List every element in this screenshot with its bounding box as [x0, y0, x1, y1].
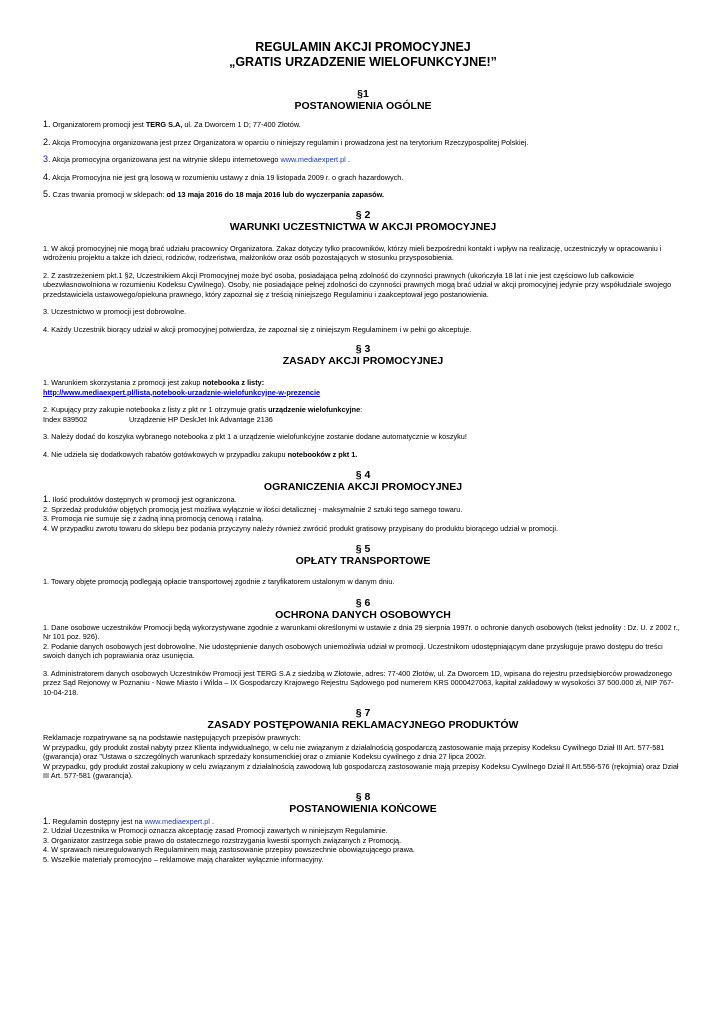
s1-item2-number: 2.: [43, 136, 51, 147]
section8-title: POSTANOWIENIA KOŃCOWE: [289, 802, 437, 815]
s8-item1-number: 1.: [43, 815, 51, 826]
s1-item2-text: Akcja Promocyjna organizowana jest przez Organizatora w oparciu o niniejszy regulamin i prowadzona jest na terytorium Rzeczypospolitej Polskiej.: [50, 137, 529, 147]
s6-para3: 3. Administratorem danych osobowych Uczestników Promocji jest TERG S.A z siedzibą w Złotowie, adres: 77-400 Złotów, ul. Za Dworcem 1D, wpisana do rejestru przedsiębiorców prowadzonego przez Sąd Rejonowy w Poznaniu - Nowe Miasto i Wilda – IX Gospodarczy Krajowego Rejestru Sądowego pod numerem KRS 0000427063, kapitał zakładowy w wysokości 37 500.000 zł, NIP 767-10-04-218.: [43, 668, 674, 697]
s7-line3: W przypadku, gdy produkt został zakupiony w celu związanym z działalnością zawodową lub gospodarczą zastosowanie mają przepisy Kodeksu Cywilnego Dział II Art.556-576 (rękojmia) oraz Dział III Art. 577-581 (gwarancja).: [43, 761, 679, 780]
s1-item3-end: .: [345, 155, 350, 164]
s3-para4-text: 4. Nie udziela się dodatkowych rabatów gotówkowych w przypadku zakupu: [43, 449, 288, 459]
s1-item1-address: ul. Za Dworcem 1 D; 77-400 Złotów.: [182, 120, 301, 129]
section3-title: ZASADY AKCJI PROMOCYJNEJ: [282, 355, 444, 367]
s4-item2: 2. Sprzedaż produktów objętych promocją jest możliwa wyłącznie w ilości detalicznej - maksymalnie 2 sztuki tego samego towaru.: [43, 504, 463, 514]
s1-item4-number: 4.: [43, 171, 51, 182]
section2-title: WARUNKI UCZESTNICTWA W AKCJI PROMOCYJNEJ: [229, 220, 497, 233]
s3-para1-bold: notebooka z listy:: [202, 378, 265, 387]
s2-para1: 1. W akcji promocyjnej nie mogą brać udziału pracownicy Organizatora. Zakaz dotyczy tylko pracowników, którzy mieli bezpośredni kontakt i wpływ na realizację, uczestniczyły w opracowaniu i wdrożeniu projektu a także ich dzieci, rodziców, rodzeństwa, małżonków oraz osób pozostających w stosunku przysposobienia.: [43, 243, 662, 262]
section7-title: ZASADY POSTĘPOWANIA REKLAMACYJNEGO PRODUKTÓW: [207, 719, 519, 731]
s3-para4-bold: notebooków z pkt 1.: [287, 449, 358, 459]
s1-item3-text: Akcja promocyjna organizowana jest na witrynie sklepu internetowego: [50, 155, 281, 164]
section6-number: § 6: [355, 596, 371, 609]
section1-number: §1: [357, 88, 369, 100]
s8-item1: [43, 817, 683, 827]
s8-item2: 2. Udział Uczestnika w Promocji oznacza akceptację zasad Promocji zawartych w niniejszym Regulaminie.: [43, 826, 388, 835]
s3-para1-text: 1. Warunkiem skorzystania z promocji jest zakup: [43, 378, 203, 387]
s3-product-line: [43, 415, 683, 425]
s5-para1: 1. Towary objęte promocją podlegają opłacie transportowej zgodnie z taryfikatorem ustalonym w danym dniu.: [43, 577, 395, 586]
s6-para2: 2. Podanie danych osobowych jest dobrowolne. Nie udostępnienie danych osobowych uniemożliwia udział w promocji. Uczestnikom udostępniającym dane przysługuje prawo dostępu do treści swoich danych ich poprawiania oraz usunięcia.: [43, 641, 663, 660]
section2-number: § 2: [355, 208, 371, 221]
s4-item4: 4. W przypadku zwrotu towaru do sklepu bez podania przyczyny należy również zwrócić produkt gratisowy przypisany do produktu biorącego udział w promocji.: [43, 523, 559, 533]
s8-item1-end: .: [209, 816, 214, 826]
s1-item2: [43, 138, 683, 148]
s3-para1: [43, 378, 683, 388]
s4-item1: [43, 495, 683, 505]
s7-line1: Reklamacje rozpatrywane są na podstawie następujących przepisów prawnych:: [43, 733, 301, 742]
s1-item1-number: 1.: [43, 119, 51, 129]
s1-item1: [43, 120, 683, 130]
document-title-line1: REGULAMIN AKCJI PROMOCYJNEJ: [255, 40, 471, 54]
s3-para1-link-line: [43, 388, 683, 398]
section8-number: § 8: [355, 790, 371, 803]
s3-para3: 3. Należy dodać do koszyka wybranego notebooka z pkt 1 a urządzenie wielofunkcyjne zostanie dodane automatycznie w koszyku!: [43, 432, 467, 441]
s6-para1: 1. Dane osobowe uczestników Promocji będą wykorzystywane zgodnie z warunkami określonymi w ustawie z dnia 29 sierpnia 1997r. o ochronie danych osobowych (tekst jednolity : Dz. U. z 2002 r., Nr 101 poz. 926).: [43, 622, 680, 641]
s4-item1-number: 1.: [43, 494, 51, 504]
s4-item1-text: Ilość produktów dostępnych w promocji jest ograniczona.: [50, 495, 237, 504]
s3-para2: [43, 405, 683, 415]
s1-item3-number: 3.: [43, 154, 51, 164]
s1-item1-company: TERG S.A,: [145, 120, 183, 129]
s1-item3: [43, 155, 683, 165]
s1-item5-text: Czas trwania promocji w sklepach:: [50, 190, 167, 199]
section1-title: POSTANOWIENIA OGÓLNE: [294, 100, 432, 112]
s1-item5-dates: od 13 maja 2016 do 18 maja 2016 lub do wyczerpania zapasów.: [166, 190, 385, 199]
s8-item4: 4. W sprawach nieuregulowanych Regulaminem mają zastosowanie przepisy powszechnie obowiązującego prawa.: [43, 845, 415, 854]
s1-item3-link[interactable]: www.mediaexpert.pl: [280, 155, 346, 164]
s1-item4-text: Akcja Promocyjna nie jest grą losową w rozumieniu ustawy z dnia 19 listopada 2009 r. o grach hazardowych.: [50, 172, 404, 182]
section4-title: OGRANICZENIA AKCJI PROMOCYJNEJ: [263, 481, 463, 493]
s7-line2: W przypadku, gdy produkt został nabyty przez Klienta indywidualnego, w celu nie związanym z działalnością gospodarczą zastosowanie mają przepisy Kodeksu Cywilnego Dział III Art. 577-581 (gwarancja) oraz "Ustawa o szczególnych warunkach sprzedaży konsumenckiej oraz o zmianie Kodeksu cywilnego z dnia 27 lipca 2002r.: [43, 742, 665, 761]
s3-para2-colon: :: [360, 405, 363, 414]
s8-item1-link[interactable]: www.mediaexpert.pl: [144, 816, 210, 826]
s1-item4: [43, 173, 683, 183]
s1-item5-number: 5.: [43, 189, 51, 199]
section7-number: § 7: [355, 707, 371, 719]
s1-item1-text: Organizatorem promocji jest: [50, 120, 146, 129]
section3-number: § 3: [355, 343, 371, 355]
s1-item5: [43, 190, 683, 200]
s3-para2-bold: urządzenie wielofunkcyjne: [268, 405, 361, 414]
section5-number: § 5: [355, 543, 371, 555]
s3-para4: [43, 450, 683, 460]
product-index: Index 839502: [43, 414, 88, 424]
s2-para4: 4. Każdy Uczestnik biorący udział w akcji promocyjnej potwierdza, że zapoznał się z niniejszym Regulaminem i w pełni go akceptuje.: [43, 324, 472, 334]
s8-item3: 3. Organizator zastrzega sobie prawo do ostatecznego rozstrzygania kwestii spornych związanych z Promocją.: [43, 835, 402, 845]
section6-title: OCHRONA DANYCH OSOBOWYCH: [275, 608, 451, 621]
s8-item1-text: Regulamin dostępny jest na: [50, 816, 145, 826]
s2-para3: 3. Uczestnictwo w promocji jest dobrowolne.: [43, 307, 187, 316]
notebook-list-link[interactable]: http://www.mediaexpert.pl/lista,notebook-urzadznie-wielofunkcyjne-w-prezencie: [43, 387, 321, 397]
section4-number: § 4: [355, 469, 371, 481]
s3-para2-text: 2. Kupujący przy zakupie notebooka z listy z pkt nr 1 otrzymuje gratis: [43, 405, 269, 414]
s4-item3: 3. Promocja nie sumuje się z żadną inną promocją cenową i ratalną.: [43, 514, 264, 523]
product-device: Urządzenie HP DeskJet Ink Advantage 2136: [129, 414, 273, 424]
s2-para2: 2. Z zastrzeżeniem pkt.1 §2, Uczestnikiem Akcji Promocyjnej może być osoba, posiadająca pełną zdolność do czynności prawnych (ukończyła 18 lat i nie jest częściowo lub całkowicie ubezwłasnowolniona w rozumieniu Kodeksu Cywilnego). Osoby, nie posiadające pełnej zdolności do czynności prawnych mogą brać udział w akcji promocyjnej jedynie przy współudziale swojego przedstawiciela ustawowego/opiekuna prawnego, który zapoznał się z treścią niniejszego Regulaminu i zaakceptował jego postanowienia.: [43, 270, 672, 299]
s8-item5: 5. Wszelkie materiały promocyjno – reklamowe mają charakter wyłącznie informacyjny.: [43, 854, 324, 864]
section5-title: OPŁATY TRANSPORTOWE: [295, 555, 431, 567]
document-title-line2: „GRATIS URZADZENIE WIELOFUNKCYJNE!”: [229, 55, 497, 69]
document-page: [43, 40, 683, 864]
